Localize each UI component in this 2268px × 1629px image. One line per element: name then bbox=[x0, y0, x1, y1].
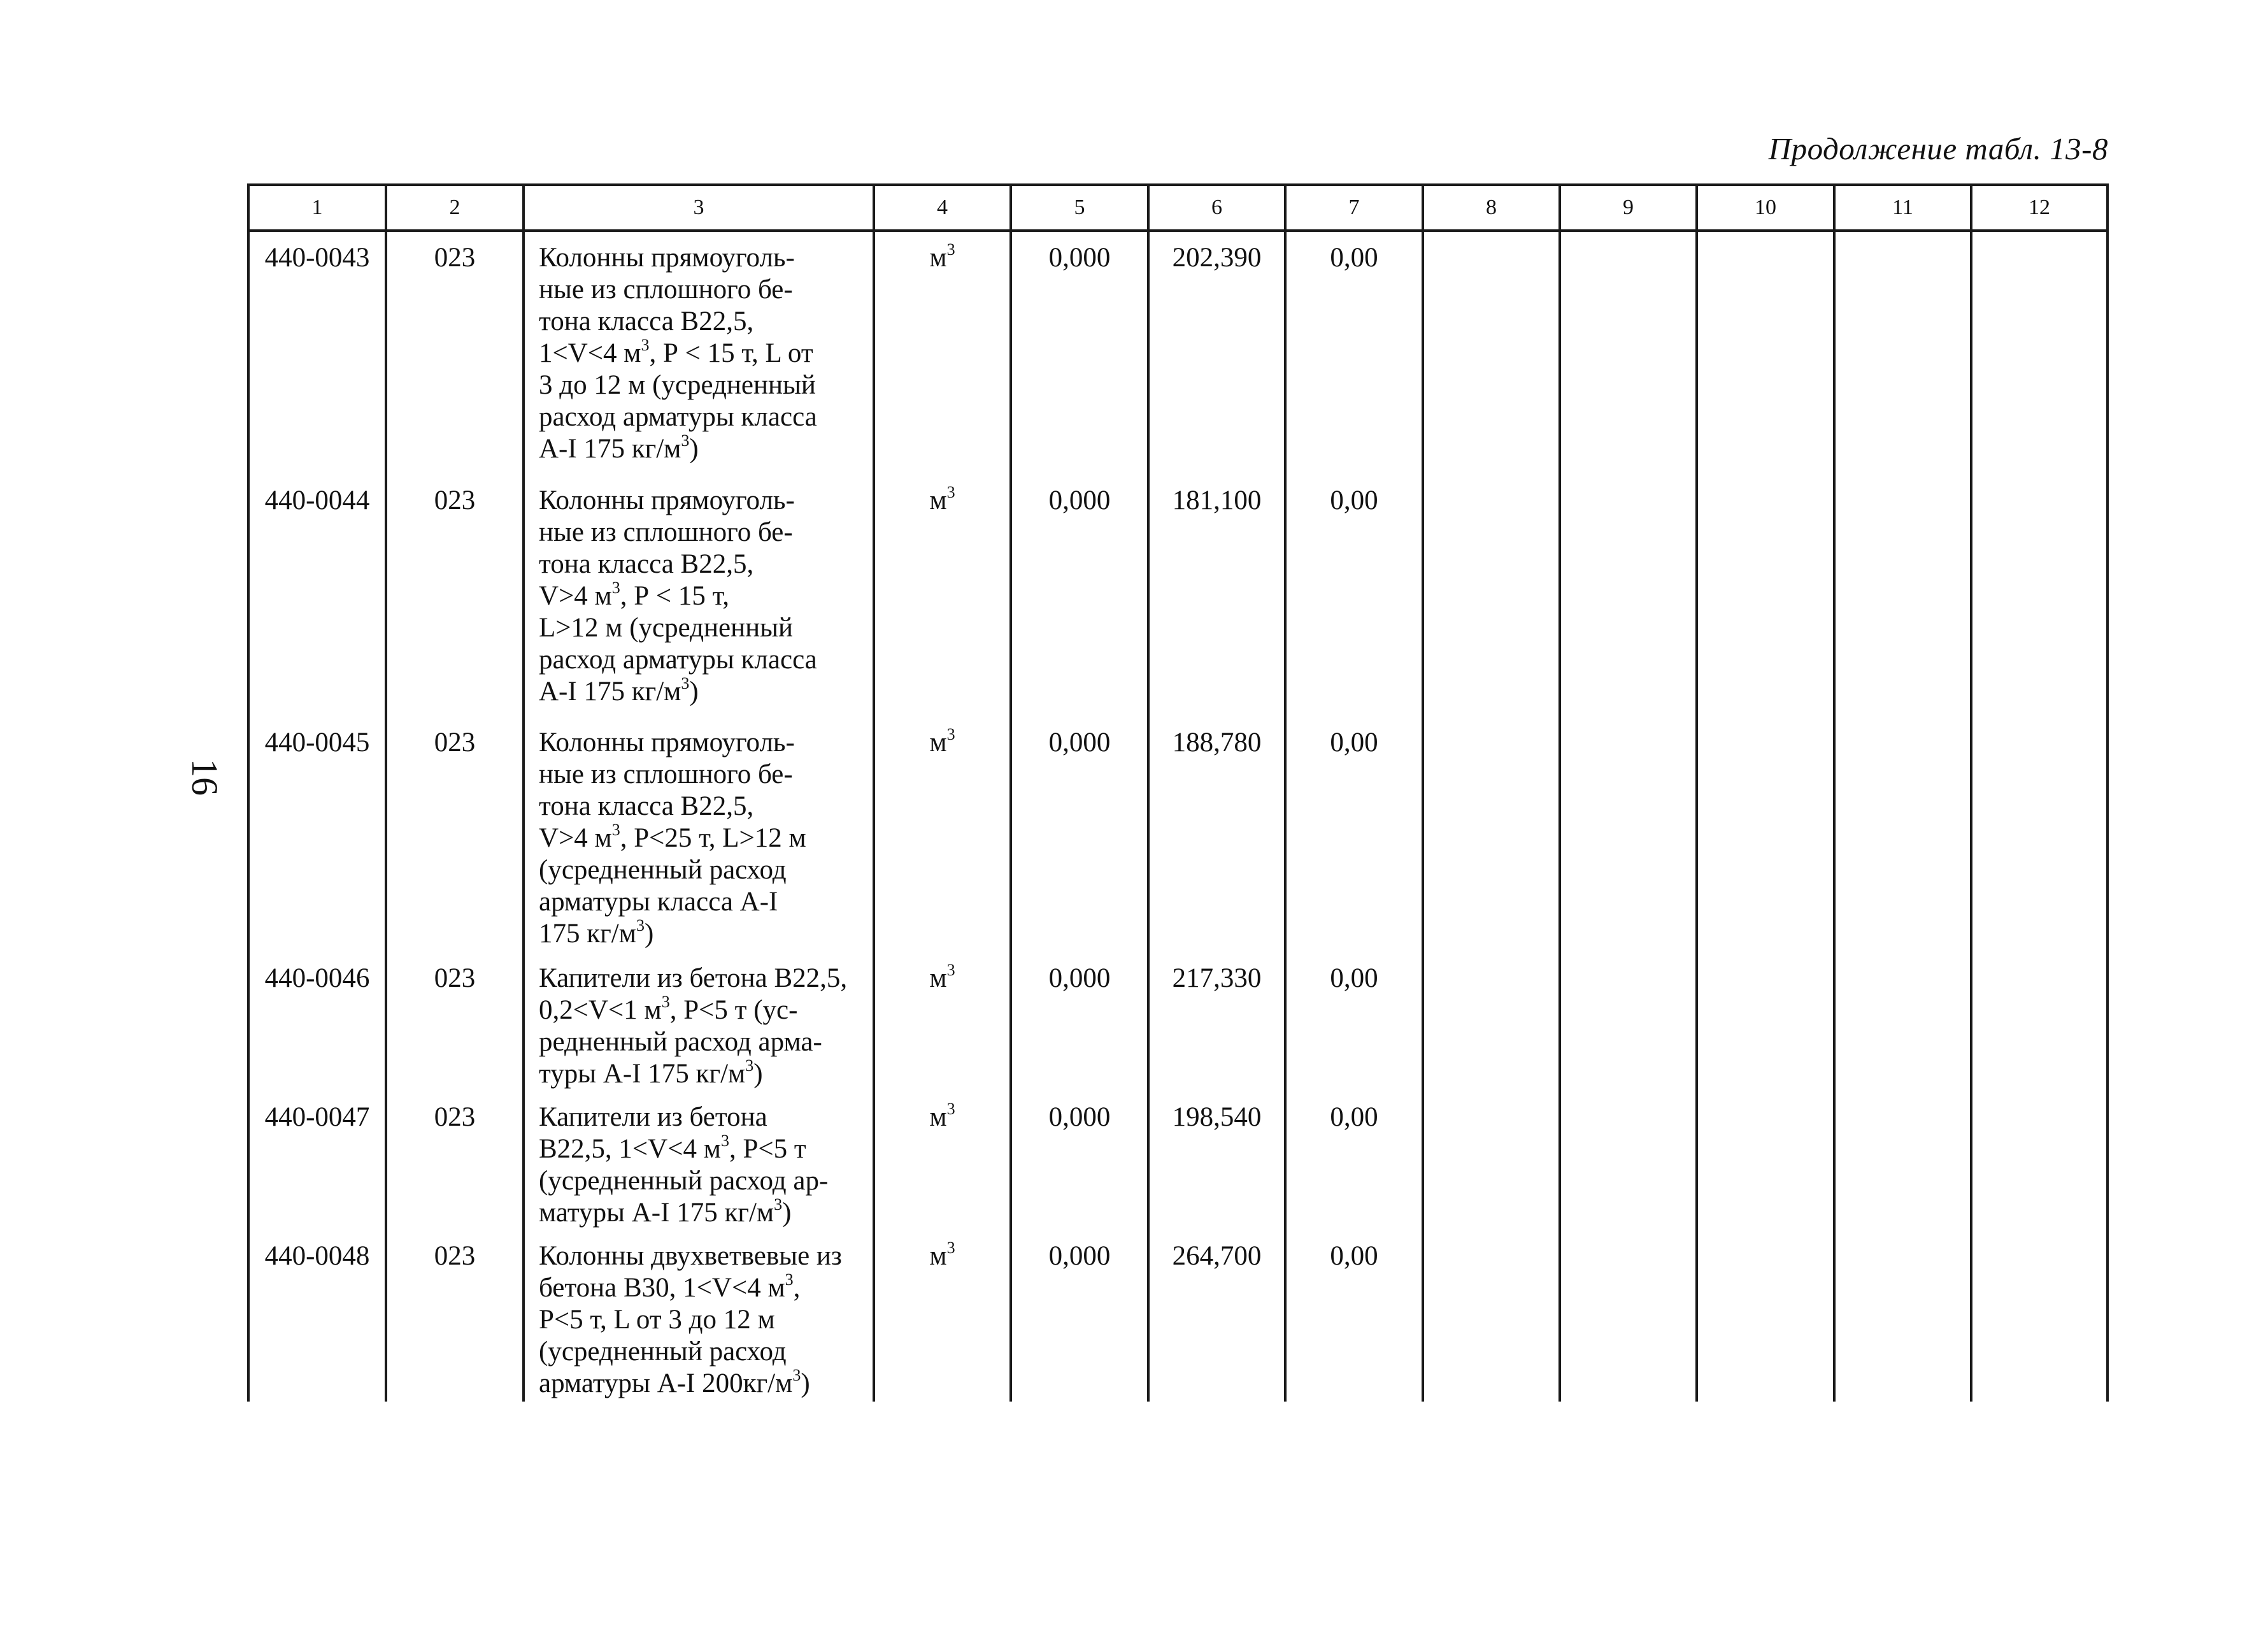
empty-cell bbox=[1971, 952, 2108, 1091]
table-row bbox=[248, 717, 2108, 952]
value-col5: 0,000 bbox=[1011, 1091, 1148, 1230]
empty-cell bbox=[1834, 952, 1971, 1091]
price-table bbox=[247, 183, 2109, 1402]
table-row bbox=[248, 475, 2108, 717]
description-line: ные из сплошного бе- bbox=[539, 517, 793, 547]
description-line: L>12 м (усредненный bbox=[539, 612, 794, 643]
value-col6: 181,100 bbox=[1148, 475, 1285, 717]
description-line: Р<5 т, L от 3 до 12 м bbox=[539, 1305, 775, 1335]
empty-cell bbox=[1834, 1230, 1971, 1402]
empty-cell bbox=[1834, 231, 1971, 475]
table-row bbox=[248, 231, 2108, 475]
material-code: 440-0048 bbox=[248, 1230, 386, 1402]
description-line: матуры А-I 175 $кг/м^3$) bbox=[539, 1195, 792, 1228]
value-col6: 264,700 bbox=[1148, 1230, 1285, 1402]
column-header: 12 bbox=[1971, 185, 2108, 231]
description-line: бетона В30, 1<V<4 $м^3$, bbox=[539, 1270, 801, 1303]
unit-of-measure: $м^3$ bbox=[874, 952, 1011, 1091]
empty-cell bbox=[1560, 717, 1697, 952]
empty-cell bbox=[1423, 717, 1560, 952]
value-col5: 0,000 bbox=[1011, 475, 1148, 717]
empty-cell bbox=[1697, 231, 1834, 475]
material-description bbox=[524, 1230, 874, 1402]
description-line: туры А-I 175 $кг/м^3$) bbox=[539, 1056, 763, 1089]
empty-cell bbox=[1834, 1091, 1971, 1230]
empty-cell bbox=[1423, 1091, 1560, 1230]
table-row bbox=[248, 1091, 2108, 1230]
value-col5: 0,000 bbox=[1011, 952, 1148, 1091]
table-row bbox=[248, 952, 2108, 1091]
value-col6: 188,780 bbox=[1148, 717, 1285, 952]
value-col6: 202,390 bbox=[1148, 231, 1285, 475]
value-col7: 0,00 bbox=[1285, 717, 1423, 952]
material-description bbox=[524, 231, 874, 475]
empty-cell bbox=[1560, 475, 1697, 717]
empty-cell bbox=[1971, 1091, 2108, 1230]
description-line: 3 до 12 м (усредненный bbox=[539, 370, 816, 400]
description-line: арматуры А-I $200кг/м^3$) bbox=[539, 1366, 810, 1399]
empty-cell bbox=[1697, 1091, 1834, 1230]
empty-cell bbox=[1560, 952, 1697, 1091]
unit-of-measure: $м^3$ bbox=[874, 1091, 1011, 1230]
material-code: 440-0044 bbox=[248, 475, 386, 717]
value-col7: 0,00 bbox=[1285, 1230, 1423, 1402]
empty-cell bbox=[1697, 952, 1834, 1091]
description-line: редненный расход арма- bbox=[539, 1026, 822, 1057]
empty-cell bbox=[1697, 1230, 1834, 1402]
empty-cell bbox=[1423, 475, 1560, 717]
column-header: 5 bbox=[1011, 185, 1148, 231]
empty-cell bbox=[1697, 717, 1834, 952]
material-description bbox=[524, 1091, 874, 1230]
description-line: тона класса В22,5, bbox=[539, 549, 754, 579]
empty-cell bbox=[1834, 475, 1971, 717]
material-description bbox=[524, 717, 874, 952]
unit-of-measure: $м^3$ bbox=[874, 717, 1011, 952]
column-header: 9 bbox=[1560, 185, 1697, 231]
description-line: тона класса В22,5, bbox=[539, 306, 754, 336]
description-line: тона класса В22,5, bbox=[539, 791, 754, 821]
column-header: 11 bbox=[1834, 185, 1971, 231]
value-col5: 0,000 bbox=[1011, 231, 1148, 475]
empty-cell bbox=[1971, 231, 2108, 475]
description-line: расход арматуры класса bbox=[539, 644, 817, 675]
empty-cell bbox=[1697, 475, 1834, 717]
material-code: 440-0047 bbox=[248, 1091, 386, 1230]
group-code: 023 bbox=[386, 231, 524, 475]
empty-cell bbox=[1971, 1230, 2108, 1402]
empty-cell bbox=[1971, 475, 2108, 717]
column-header: 2 bbox=[386, 185, 524, 231]
description-line: А-I 175 $кг/м^3$) bbox=[539, 431, 699, 464]
page-number: 16 bbox=[184, 759, 225, 796]
description-line: (усредненный расход bbox=[539, 854, 787, 885]
value-col5: 0,000 bbox=[1011, 717, 1148, 952]
description-line: Колонны двухветвевые из bbox=[539, 1241, 842, 1272]
value-col6: 198,540 bbox=[1148, 1091, 1285, 1230]
material-code: 440-0046 bbox=[248, 952, 386, 1091]
description-line: Колонны прямоуголь- bbox=[539, 243, 795, 273]
column-header: 6 bbox=[1148, 185, 1285, 231]
empty-cell bbox=[1423, 231, 1560, 475]
column-header: 7 bbox=[1285, 185, 1423, 231]
group-code: 023 bbox=[386, 475, 524, 717]
description-line: Капители из бетона bbox=[539, 1102, 767, 1132]
description-line: ные из сплошного бе- bbox=[539, 759, 793, 789]
description-line: расход арматуры класса bbox=[539, 402, 817, 432]
value-col7: 0,00 bbox=[1285, 1091, 1423, 1230]
column-header: 8 bbox=[1423, 185, 1560, 231]
empty-cell bbox=[1423, 952, 1560, 1091]
description-line: Капители из бетона В22,5, bbox=[539, 963, 848, 993]
empty-cell bbox=[1560, 1091, 1697, 1230]
table-row bbox=[248, 1230, 2108, 1402]
description-line: арматуры класса А-I bbox=[539, 886, 778, 917]
group-code: 023 bbox=[386, 952, 524, 1091]
column-header: 10 bbox=[1697, 185, 1834, 231]
description-line: (усредненный расход ар- bbox=[539, 1165, 829, 1196]
group-code: 023 bbox=[386, 1230, 524, 1402]
description-line: (усредненный расход bbox=[539, 1337, 787, 1367]
value-col7: 0,00 bbox=[1285, 952, 1423, 1091]
description-line: 175 $кг/м^3$) bbox=[539, 915, 654, 949]
description-line: А-I 175 $кг/м^3$) bbox=[539, 673, 699, 707]
empty-cell bbox=[1560, 1230, 1697, 1402]
value-col6: 217,330 bbox=[1148, 952, 1285, 1091]
value-col7: 0,00 bbox=[1285, 231, 1423, 475]
value-col7: 0,00 bbox=[1285, 475, 1423, 717]
unit-of-measure: $м^3$ bbox=[874, 231, 1011, 475]
description-line: В22,5, 1<V<4 $м^3$, Р<5 т bbox=[539, 1131, 806, 1164]
material-description bbox=[524, 475, 874, 717]
description-line: 1<V<4 $м^3$, Р < 15 т, L от bbox=[539, 336, 813, 368]
column-header: 1 bbox=[248, 185, 386, 231]
empty-cell bbox=[1423, 1230, 1560, 1402]
description-line: Колонны прямоуголь- bbox=[539, 485, 795, 515]
unit-of-measure: $м^3$ bbox=[874, 475, 1011, 717]
empty-cell bbox=[1560, 231, 1697, 475]
group-code: 023 bbox=[386, 717, 524, 952]
description-line: V>4 $м^3$, Р < 15 т, bbox=[539, 578, 729, 611]
table-continuation-caption: Продолжение табл. 13-8 bbox=[1768, 131, 2108, 166]
material-code: 440-0043 bbox=[248, 231, 386, 475]
empty-cell bbox=[1971, 717, 2108, 952]
group-code: 023 bbox=[386, 1091, 524, 1230]
column-header: 3 bbox=[524, 185, 874, 231]
value-col5: 0,000 bbox=[1011, 1230, 1148, 1402]
material-description bbox=[524, 952, 874, 1091]
header-row bbox=[248, 185, 2108, 231]
description-line: ные из сплошного бе- bbox=[539, 275, 793, 305]
column-header: 4 bbox=[874, 185, 1011, 231]
unit-of-measure: $м^3$ bbox=[874, 1230, 1011, 1402]
description-line: Колонны прямоуголь- bbox=[539, 727, 795, 757]
description-line: V>4 $м^3$, Р<25 т, L>12 м bbox=[539, 820, 806, 853]
description-line: 0,2<V<1 $м^3$, Р<5 т (ус- bbox=[539, 992, 798, 1025]
empty-cell bbox=[1834, 717, 1971, 952]
material-code: 440-0045 bbox=[248, 717, 386, 952]
